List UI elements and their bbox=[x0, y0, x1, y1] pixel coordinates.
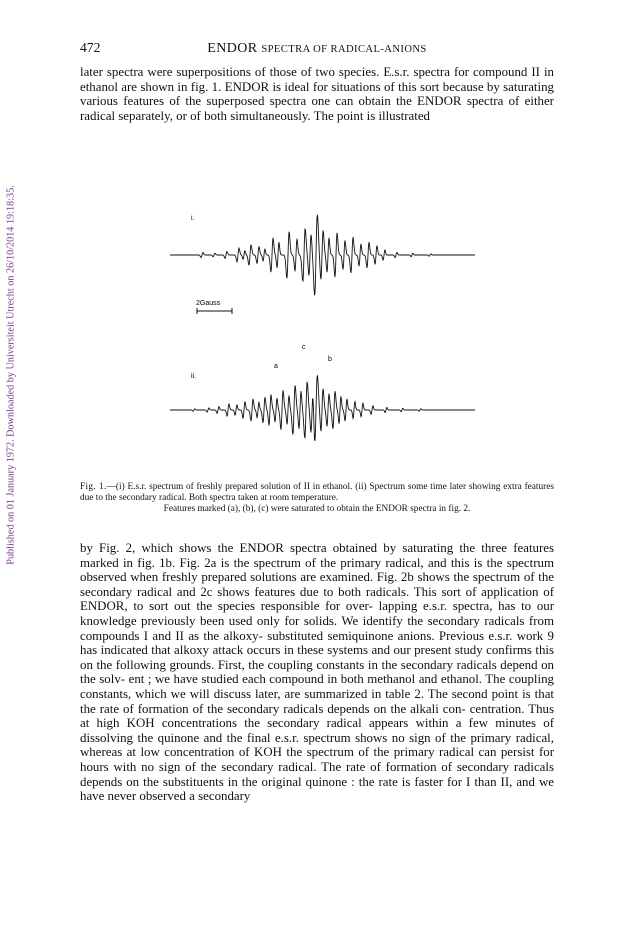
paragraph-2-line: spectrum observed when freshly prepared solutions are examined. Fig. 2b shows bbox=[80, 555, 554, 585]
paragraph-2-line: ent ; we have studied each compound in both methanol and ethanol. The coupling bbox=[128, 672, 554, 687]
paragraph-2-line: is that the rate of formation of the secondary radicals depends on the alkali con- bbox=[80, 686, 554, 716]
paragraph-2-line: The rate of formation of secondary radicals depends on the substituents in the original bbox=[80, 759, 554, 789]
paragraph-1-line: by saturating various features of the superposed spectra one can obtain the ENDOR bbox=[80, 79, 554, 109]
esr-spectrum-figure bbox=[150, 140, 490, 490]
trace-i-label: i. bbox=[191, 215, 195, 222]
running-head-rest: SPECTRA OF RADICAL-ANIONS bbox=[261, 44, 427, 55]
running-head-endor: ENDOR bbox=[207, 41, 258, 56]
paragraph-2 bbox=[80, 541, 554, 804]
trace-ii-label: ii. bbox=[191, 373, 197, 380]
paragraph-1 bbox=[80, 65, 554, 123]
download-notice-text: Published on 01 January 1972. Downloaded by Universiteit Utrecht on 26/10/2014 19:18:35. bbox=[5, 185, 17, 565]
scale-bar bbox=[197, 308, 232, 314]
paragraph-2-line: the primary radical can persist for hours with no sign of the secondary radical. bbox=[80, 745, 554, 774]
paragraph-2-line: substituted semiquinone anions. Previous e.s.r. work 9 has indicated that alkoxy bbox=[80, 628, 554, 658]
paragraph-1-line: II in ethanol are shown in fig. 1. ENDOR is ideal for situations of this sort because bbox=[80, 65, 554, 94]
scale-bar-label: 2Gauss bbox=[196, 300, 221, 307]
caption-line: Features marked (a), (b), (c) were saturated to obtain the ENDOR spectra in fig. 2. bbox=[163, 504, 471, 514]
feature-a-label: a bbox=[274, 363, 278, 370]
esr-trace-i bbox=[170, 215, 475, 295]
paragraph-2-line: sign of the primary radical, whereas at low concentration of KOH the spectrum of bbox=[80, 730, 554, 760]
paragraph-2-line: within a few minutes of dissolving the quinone and the final e.s.r. spectrum shows no bbox=[80, 716, 555, 745]
paragraph-2-line: This sort of application of ENDOR, to sort out the species responsible for over- bbox=[80, 584, 554, 614]
feature-c-label: c bbox=[302, 344, 306, 351]
caption-figure-label: Fig. 1. bbox=[80, 482, 107, 492]
running-head bbox=[80, 40, 554, 57]
paragraph-2-line: grounds. First, the coupling constants in the secondary radicals depend on the solv- bbox=[80, 657, 554, 687]
paragraph-2-line: constants, which we will discuss later, are summarized in table 2. The second point bbox=[80, 686, 519, 701]
paragraph-2-line: quinone : the rate is faster for I than II, and we have never observed a secondary bbox=[80, 774, 554, 804]
download-notice-sidebar bbox=[3, 140, 19, 610]
paragraph-1-line: spectra of either radical separately, or of both simultaneously. The point is illustrated bbox=[80, 94, 554, 123]
paragraph-2-line: We identify the secondary radicals from compounds I and II as the alkoxy- bbox=[80, 613, 554, 643]
paragraph-2-line: marked in fig. 1b. Fig. 2a is the spectrum of the primary radical, and this is the bbox=[80, 555, 503, 570]
esr-trace-ii bbox=[170, 375, 475, 441]
page-number: 472 bbox=[80, 40, 101, 55]
paragraph-2-line: attack occurs in these systems and our present study confirms this on the following bbox=[80, 643, 554, 672]
caption-line: —(i) E.s.r. spectrum of freshly prepared solution of II in ethanol. (ii) Spectrum some time bbox=[106, 482, 447, 492]
paragraph-2-line: by Fig. 2, which shows the ENDOR spectra obtained by saturating the three features bbox=[80, 541, 554, 555]
paragraph-1-line: later spectra were superpositions of those of two species. E.s.r. spectra for compound bbox=[80, 65, 528, 79]
feature-b-label: b bbox=[328, 356, 332, 363]
paragraph-2-line: the spectrum of the secondary radical and 2c shows features due to both radicals. bbox=[80, 570, 554, 599]
paragraph-2-line: centration. Thus at high KOH concentrations the secondary radical appears bbox=[80, 701, 554, 731]
paragraph-2-line: lapping e.s.r. spectra, has to our knowledge previously been used only for solids. bbox=[80, 599, 554, 628]
caption-line: later showing extra features due to the secondary radical. Both spectra taken at room temperature. bbox=[80, 482, 555, 503]
figure-caption bbox=[80, 482, 554, 515]
